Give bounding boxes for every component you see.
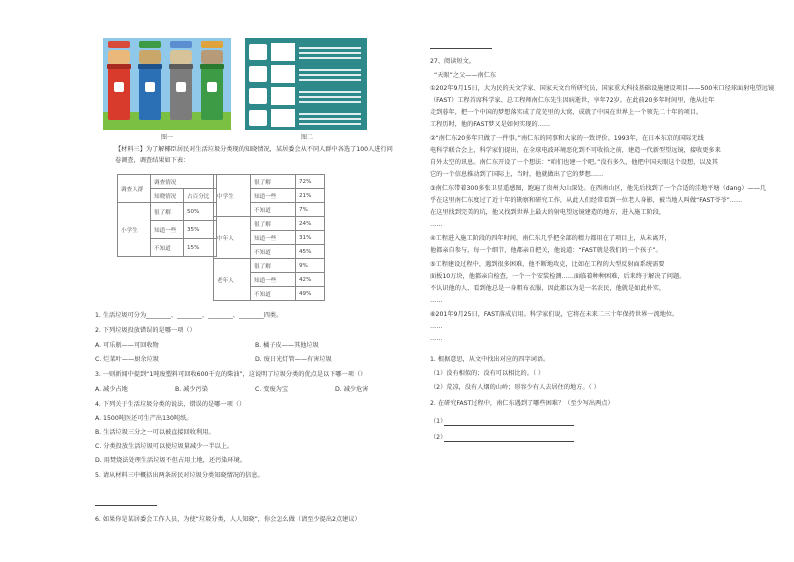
question-r1: 1. 根据意思，从文中找出对应的四字词语。 [430,356,550,363]
passage-line: 工程历时，他的FAST梦又是如何实现的…… [430,121,551,128]
table-cell: 7% [296,203,325,217]
other-bin-icon [170,68,192,120]
option-2b: B. 橘子皮——其他垃圾 [255,342,319,349]
option-3c: C. 变废为宝 [255,386,289,393]
passage-line: 自外太空的讯息。南仁东开设了一个想法：“咱们也建一个吧。”没有多久，他把中国天眼这个设想，以及其 [430,159,718,166]
right-column [430,38,775,538]
table-cell: 35% [184,221,217,239]
passage-line: ⑤工程建设过程中，遇到很多困难，他不断地攻克，比如在工程的大型反射面系统需要 [430,261,665,268]
passage-line: 不认识他的人，看到他总是一身粗布衣服，因此都以为是一名农民，他就是如此朴实， [430,285,666,292]
bin-label-2 [139,41,161,48]
passage-line: 面板10万块，他都亲自检查，一个一个安装检测……面临着种种困难，后来终于解决了问题。 [430,273,686,280]
question-27: 27、阅读短文。 [430,58,475,65]
legend-row-recyclable [249,42,363,62]
table-group-cell: 中学生 [214,175,251,217]
trash-pile-icon [201,50,223,64]
question-3: 3. 一则新闻中提到“1吨废塑料可回收600千克的柴油”，这说明了垃圾分类的优点是以下哪一项（） [95,371,367,378]
option-4a: A. 1500吨医还可生产出130吨纸。 [95,415,193,422]
option-3a: A. 减少占地 [95,386,128,393]
answer-line-1[interactable] [444,425,574,426]
option-2d: D. 废日光灯管——有害垃圾 [255,356,332,363]
passage-line: ②“南仁东20多年只做了一件事。”南仁东的同事和大家的一致评价。1993年，在日本东京的国际无线 [430,135,704,142]
table-cell: 知道一些 [251,189,296,203]
table-cell: 不知道 [251,245,296,259]
bin-label-1 [108,41,130,48]
figure-garbage-legend [245,38,367,130]
table-cell: 15% [184,239,217,257]
table-cell: 72% [296,175,325,189]
passage-line: ①202年9月15日，大为民的天文学家、国家天文台所研究员，国家重大科技基础设施建设项目——500米口径球面射电望远镜 [430,85,775,92]
legend-label [271,43,295,61]
option-4c: C. 分类投放生活垃圾可以使垃圾量减少一半以上。 [95,443,234,450]
table-cell: 21% [296,189,325,203]
table-cell: 42% [296,273,325,287]
passage-line: ⑥201年9月25日，FAST落成启用。科学家们说，它将在未来二三十年保持世界一流地位。 [430,311,679,318]
passage-line: ④工程进入施工阶段的四年时间，南仁东几乎把全部的精力都用在了项目上，从未离开， [430,235,671,242]
option-3d: D. 减少危害 [335,386,369,393]
passage-title: “天眼”之父——南仁东 [434,72,497,79]
trash-pile-icon [108,50,130,64]
divider-line [430,48,492,49]
figure-1-caption: 图一 [161,134,174,141]
passage-line: 在这里找到完美的坑，他又找到世界上最大的射电望远镜建造的地方，进入施工阶段， [430,209,666,216]
passage-line: ③南仁东带着300多张卫星遥感图，跑遍了贵州大山深处。在西南山区，他先后找到了一个合适的洼地平塘（dang）——几 [430,185,767,192]
question-r2: 2. 在研究FAST过程中，南仁东遇到了哪些困难？（至少写出两点） [430,400,614,407]
table-cell: 知道一些 [151,221,184,239]
table-cell: 知道一些 [251,231,296,245]
table-cell: 9% [296,259,325,273]
passage-line: 电科学联合会上，科学家们提出，在全球电波环境恶化到不可收拾之前，建造一代新型望远镜，接收更多来 [430,147,721,154]
option-4b: B. 生活垃圾三分之一可以被直接回收利用。 [95,429,215,436]
bin-label-3 [170,41,192,48]
table-header-sub2: 占百分比 [184,189,217,203]
kitchen-bin-icon [201,68,223,120]
answer-line-2[interactable] [444,441,574,442]
passage-line: 走到暮年，把一个中国的梦想落实成了荒芜里的大窝，成就了中国在世界上一个领先二十年的项目。 [430,109,703,116]
legend-row-harmful [249,64,363,84]
option-2c: C. 烂菜叶——厨余垃圾 [95,356,159,363]
table-cell: 很了解 [151,203,184,221]
answer-line-2-label: （2） [430,434,447,441]
passage-line: （FAST）工程首席科学家、总工程师南仁东先生因病逝世，享年72岁。在此前20多年时间里，他从壮年 [430,97,715,104]
table-cell: 45% [296,245,325,259]
table-cell: 不知道 [151,239,184,257]
table-cell: 不知道 [251,287,296,301]
table-cell: 31% [296,231,325,245]
table-cell: 24% [296,217,325,231]
question-r1b: （2）荒凉，没有人烟的山岭；形容少有人去居住的地方。（ ） [430,384,600,391]
legend-label [271,109,295,127]
harmful-bin-icon [108,68,130,120]
material3-line1: 【材料三】为了解椰臣居民对生活垃圾分类现的知晓情况，某居委会从不同人群中各选了100人进行问 [115,146,393,153]
table-header-sub1: 知晓情况 [151,189,184,203]
question-6: 6. 如果你是某居委会工作人员，为使“垃圾分类，人人知晓”，你会怎么做（请至少提出2点建议） [95,516,361,523]
answer-line-1-label: （1） [430,418,447,425]
passage-line: 乎在这里南仁东度过了近十年的勘察和研究工作，从此人们经常看到一位老人身影，被当地人叫做“FAST爷爷”…… [430,197,743,204]
bin-label-4 [201,41,223,48]
trash-pile-icon [170,50,192,64]
other-waste-icon [249,110,267,126]
recycle-icon [249,44,267,60]
hazard-icon [249,66,267,82]
passage-line: 他都亲自参与，每一个细节，他都亲自把关，他说道：“FAST就是我们的一个孩子”。 [430,247,662,254]
survey-table-1 [117,174,217,257]
figure-2-caption: 图二 [301,134,314,141]
left-column [95,38,395,538]
table-cell: 不知道 [251,203,296,217]
option-4d: D. 用焚烧法处理生活垃圾不但占用土地，还污染环境。 [95,457,247,464]
table-cell: 50% [184,203,217,221]
table-cell: 很了解 [251,175,296,189]
passage-line: …… [430,335,443,342]
kitchen-waste-icon [249,88,267,104]
trash-pile-icon [139,50,161,64]
question-5: 5. 请从材料三中概括出两条居民对垃圾分类知晓情况的信息。 [95,472,264,479]
table-group-cell: 小学生 [118,203,151,257]
legend-row-kitchen [249,86,363,106]
table-cell: 49% [296,287,325,301]
passage-line: …… [430,323,443,330]
question-4: 4. 下列关于生活垃圾分类的说法，错误的是哪一项（） [95,401,246,408]
option-3b: B. 减少污染 [175,386,208,393]
legend-label [271,87,295,105]
question-r1a: （1）没有相似的；没有可以相比的。（ ） [430,370,545,377]
table-header-group: 调查人群 [118,175,151,203]
divider-line [95,505,157,506]
table-cell: 很了解 [251,259,296,273]
survey-table-2 [213,174,325,301]
table-header-main: 调查情况 [151,175,217,189]
figure-garbage-bins [103,38,231,130]
table-cell: 知道一些 [251,273,296,287]
passage-line: 它的一个信息推动到了国际上，当时，他就做出了它的梦想…… [430,171,604,178]
question-2: 2. 下列垃圾投放错误的是哪一项（） [95,327,196,334]
question-1: 1. 生活垃圾可分为________、________、________、________四类。 [95,312,283,319]
option-2a: A. 可乐瓶——可回收物 [95,342,159,349]
legend-label [271,65,295,83]
table-group-cell: 老年人 [214,259,251,301]
table-group-cell: 中年人 [214,217,251,259]
passage-line: …… [430,221,443,228]
table-cell: 很了解 [251,217,296,231]
recyclable-bin-icon [139,68,161,120]
material3-line2: 卷调查，调查结果如下表： [115,157,190,164]
passage-line: …… [430,297,443,304]
legend-row-other [249,108,363,128]
